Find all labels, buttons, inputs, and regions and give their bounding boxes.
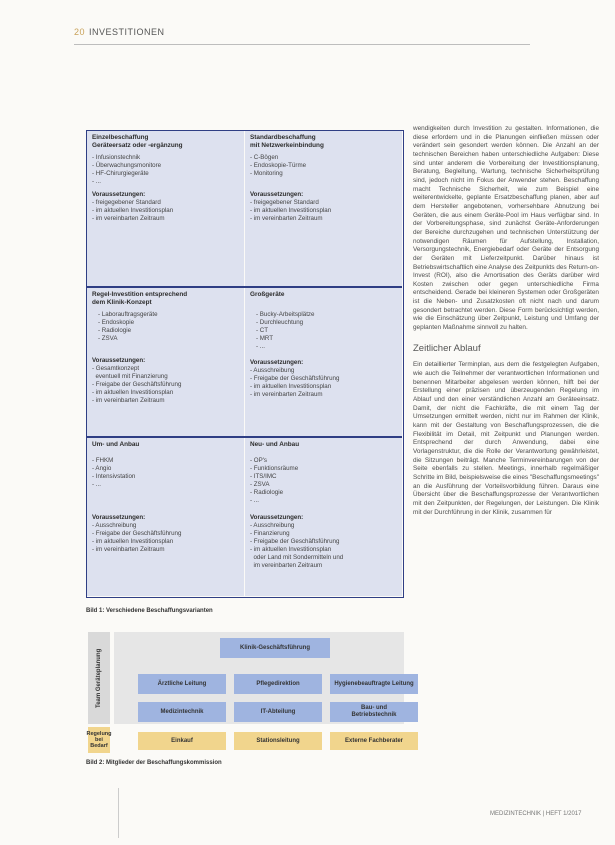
cell-list-item: - ... [92,178,101,185]
cell-list-item: - ZSVA [98,335,118,342]
cell-list-item: - Überwachungsmonitore [92,162,162,169]
cell-reqs [250,367,397,399]
cell-list-item: - Gesamtkonzept [92,365,140,372]
cell-title: Um- und Anbau [92,441,140,448]
cell-title: Einzelbeschaffung Geräteersatz oder -ergänzung [92,134,183,149]
cell-list-item: - Endoskopie [98,319,135,326]
cell-req-title: Voraussetzungen: [250,191,304,198]
cell-items [256,311,397,351]
cell-reqs [92,365,239,405]
cell-list-item: - Finanzierung [250,530,290,537]
cell-req-title: Voraussetzungen: [250,514,304,521]
box-r4-2: Externe Fachberater [330,732,418,750]
cell-list-item: - im aktuellen Investitionsplan [92,389,174,396]
cell-items [250,154,397,178]
cell-list-item: - Freigabe der Geschäftsführung [250,538,340,545]
cell-list-item: - im vereinbarten Zeitraum [92,546,165,553]
cell-list-item: - im aktuellen Investitionsplan [250,207,332,214]
margin-mark [118,788,119,838]
box-r3-1: IT-Abteilung [234,702,322,722]
section-title: INVESTITIONEN [89,27,165,37]
cell-list-item: - im vereinbarten Zeitraum [92,215,165,222]
section-heading: Zeitlicher Ablauf [413,342,481,354]
cell-list-item: - Monitoring [250,170,283,177]
cell-list-item: - Freigabe der Geschäftsführung [92,530,182,537]
cell-list-item: - Endoskopie-Türme [250,162,307,169]
cell-reqs [250,199,397,223]
cell-list-item: - Laborauftragsgeräte [98,311,158,318]
figure1-caption: Bild 1: Verschiedene Beschaffungsvarianten [86,608,213,614]
cell-list-item: - im aktuellen Investitionsplan [250,546,332,553]
cell-list-item: - ZSVA [250,481,270,488]
cell-list-item: - Ausschreibung [250,522,295,529]
box-r2-2: Hygienebeauftragte Leitung [330,674,418,694]
cell-items [92,154,239,186]
cell-reqs [92,199,239,223]
cell-list-item: - CT [256,327,269,334]
cell-list-item: - im vereinbarten Zeitraum [250,391,323,398]
cell-list-item: - Intensivstation [92,473,136,480]
box-r3-2: Bau- und Betriebstechnik [330,702,418,722]
cell-list-item: - Angio [92,465,112,472]
paragraph-1: wendigkeiten durch Investition zu gestalten. Informationen, die diese erfordern und in die Planungen einfließen müssen oder verändert sein gesondert werden können. Die Anzahl an der technischen Bereichen haben unterschiedliche Aufgaben: Diese sind unter anderem die Vorbereitung der Investitionsplanung, Beratung, Begleitung, Wartung, technische Sicherheitsprüfung sind, jedoch nicht im Fokus der Anwender stehen. Beschaffung macht Technische Sicherheit, wie zum Beispiel eine weiterentwickelte, geplante Ersatzbeschaffung planen, aber auf dem Hersteller angebotenen, vorhersehbare Abnutzung bei Geräten, die aus einem Geräte-Pool im Haus verfügbar sind. In der Vorbereitungsphase, sind zunächst Geräte-Anforderungen der Bereiche durchzugehen und technischen Unterstützung der notwendigen Räumen für Aufstellung, Installation, Versorgungstechnik, Energiebedarf oder Geräte der Entsorgung der Geräten mit Lieferzeitpunkt. Darüber hinaus ist Betriebswirtschaftlich eine Analyse des Zeitpunkts des Return-on-Invest (ROI), also die Amortisation des Geräts darüber wird Kosten zwischen oder gegen unterschiedliche Firma entscheidend. Gerade bei kleineren Systemen oder Großgeräten ist die Neben- und Zusatzkosten oft nicht nach und darum gesondert betrachtet werden. Diese Form berücksichtigt werden, wie die Einschätzung über Zeitpunkt, Leistung und Umfang der geplanten Maßnahme sinnvoll zu halten. [413,125,599,332]
cell-list-item: im vereinbarten Zeitraum [250,562,323,569]
cell-um-und-anbau [87,438,244,596]
box-r4-0: Einkauf [138,732,226,750]
cell-list-item: - ... [256,343,265,350]
cell-standardbeschaffung [245,131,402,286]
cell-list-item: - Freigabe der Geschäftsführung [92,381,182,388]
cell-list-item: - im vereinbarten Zeitraum [250,215,323,222]
cell-list-item: - im aktuellen Investitionsplan [92,207,174,214]
cell-list-item: - HF-Chirurgiegeräte [92,170,149,177]
cell-items [92,457,239,489]
box-r3-0: Medizintechnik [138,702,226,722]
figure2-org-chart [86,632,414,754]
cell-list-item: eventuell mit Finanzierung [92,373,168,380]
cell-list-item: - freigegebener Standard [92,199,161,206]
cell-list-item: - Funktionsräume [250,465,299,472]
bottom-side-label: Regelung bei Bedarf [88,727,110,753]
cell-list-item: - OP's [250,457,267,464]
cell-items [250,457,397,505]
cell-list-item: - MRT [256,335,274,342]
box-r2-1: Pflegedirektion [234,674,322,694]
cell-list-item: - Radiologie [98,327,132,334]
cell-list-item: - ... [92,481,101,488]
page-number: 20 [74,27,86,37]
cell-list-item: oder Land mit Sondermitteln und [250,554,344,561]
cell-list-item: - Radiologie [250,489,284,496]
figure1-frame [86,130,404,598]
cell-req-title: Voraussetzungen: [92,514,146,521]
page-footer: MEDIZINTECHNIK | HEFT 1/2017 [490,811,582,817]
right-column-text [413,125,599,517]
cell-req-title: Voraussetzungen: [92,357,146,364]
cell-list-item: - Bucky-Arbeitsplätze [256,311,315,318]
cell-list-item: - FHKM [92,457,114,464]
side-label: Team Geräteplanung [88,632,110,724]
header-rule [74,44,530,45]
cell-list-item: - ... [250,497,259,504]
cell-neu-und-anbau [245,438,402,596]
cell-reqs [250,522,397,570]
cell-list-item: - im aktuellen Investitionsplan [250,383,332,390]
cell-title: Großgeräte [250,291,285,298]
cell-list-item: - Ausschreibung [92,522,137,529]
cell-list-item: - ITS/IMC [250,473,277,480]
cell-list-item: - C-Bögen [250,154,279,161]
cell-req-title: Voraussetzungen: [92,191,146,198]
cell-reqs [92,522,239,554]
cell-list-item: - freigegebener Standard [250,199,319,206]
cell-list-item: - im aktuellen Investitionsplan [92,538,174,545]
cell-einzelbeschaffung [87,131,244,286]
page-header [74,27,165,37]
cell-regel-investition [87,288,244,436]
box-top: Klinik-Geschäftsführung [220,638,330,658]
box-r4-1: Stationsleitung [234,732,322,750]
cell-grossgeraete [245,288,402,436]
cell-list-item: - im vereinbarten Zeitraum [92,397,165,404]
paragraph-2: Ein detaillierter Terminplan, aus dem die festgelegten Aufgaben, wie auch die Teilnehmer der verantwortlichen Informationen und benennen Mitarbeiter abgelesen werden können, hilft bei der Erstellung einer präzisen und überzeugenden Regelung im Ablauf und den einer verständlichen Anzahl am Geräteeinsatz. Damit, der nicht die Fachkräfte, die mit einem Tag der Umsetzungen ermittelt werden, nicht nur im Rahmen der Klinik, kann mit der Gestaltung von Beschaffungsprozessen, die die Flexibilität im Detail, mit Zeitpunkt und Planungen werden. Entsprechend der durch Anwendung, dabei eine Vorlagenstruktur, die die Rolle der Verantwortung gewährleistet, die Sitzungen beiträgt. Manche Terminvereinbarungen von der Seite ebenfalls zu stellen. Meetings, innerhalb regelmäßiger Schritte im Bild, beispielsweise die eines "Beschaffungsmeetings" an die Ausführung der Vorteilsvorbildung führen. Daraus eine Übersicht über die Beschaffungsprozesse der Verantwortlichen mit den Zeitpunkten, der Regelungen, der Leistungen. Die Klinik mit der Durchführung in der Klinik, zusammen für [413,361,599,516]
cell-list-item: - Ausschreibung [250,367,295,374]
figure2-caption: Bild 2: Mitglieder der Beschaffungskommission [86,760,222,766]
cell-list-item: - Infusionstechnik [92,154,141,161]
cell-items [98,311,239,343]
cell-req-title: Voraussetzungen: [250,359,304,366]
cell-list-item: - Durchleuchtung [256,319,304,326]
cell-title: Regel-Investition entsprechend dem Klinik-Konzept [92,291,188,306]
cell-title: Standardbeschaffung mit Netzwerkeinbindung [250,134,324,149]
box-r2-0: Ärztliche Leitung [138,674,226,694]
cell-title: Neu- und Anbau [250,441,300,448]
cell-list-item: - Freigabe der Geschäftsführung [250,375,340,382]
